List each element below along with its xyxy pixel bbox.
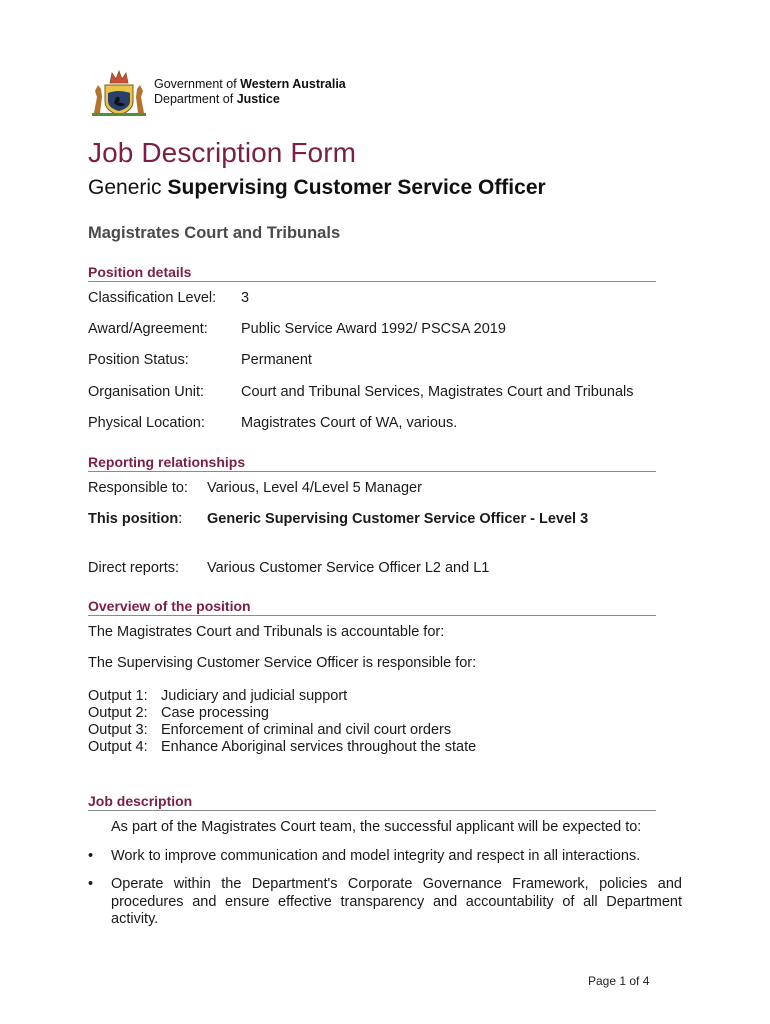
section-heading-job-description: Job description bbox=[88, 793, 656, 811]
bullet-icon: • bbox=[88, 876, 94, 892]
reporting-row-this-position bbox=[88, 511, 589, 527]
reporting-label: This position bbox=[88, 511, 179, 527]
page-number: Page 1 of 4 bbox=[588, 974, 650, 988]
job-description-intro: As part of the Magistrates Court team, the successful applicant will be expected to: bbox=[111, 819, 642, 835]
detail-value: Permanent bbox=[241, 352, 312, 368]
outputs-list bbox=[88, 688, 476, 756]
coat-of-arms-logo bbox=[88, 67, 150, 117]
reporting-value: Generic Supervising Customer Service Officer - Level 3 bbox=[207, 511, 589, 527]
bullet-text: Operate within the Department's Corporate Governance Framework, policies and procedures and ensure effective transparency and accountability of all Department activity. bbox=[111, 876, 682, 927]
output-key: Output 1: bbox=[88, 688, 148, 704]
list-item bbox=[88, 688, 476, 705]
subtitle-role: Supervising Customer Service Officer bbox=[167, 176, 546, 199]
document-title: Job Description Form bbox=[88, 137, 357, 168]
output-key: Output 2: bbox=[88, 705, 148, 721]
detail-value: Court and Tribunal Services, Magistrates Court and Tribunals bbox=[241, 384, 634, 400]
dept-name: Justice bbox=[236, 92, 280, 106]
reporting-row-responsible bbox=[88, 480, 422, 496]
output-key: Output 4: bbox=[88, 739, 148, 755]
bullet-text: Work to improve communication and model integrity and respect in all interactions. bbox=[111, 848, 641, 864]
output-text: Judiciary and judicial support bbox=[161, 688, 348, 704]
detail-value: Public Service Award 1992/ PSCSA 2019 bbox=[241, 321, 506, 337]
gov-prefix: Government of bbox=[154, 77, 241, 91]
detail-label: Classification Level: bbox=[88, 290, 217, 306]
detail-label: Organisation Unit: bbox=[88, 384, 205, 400]
section-heading-position-details: Position details bbox=[88, 264, 656, 282]
detail-row-location bbox=[88, 415, 458, 431]
detail-label: Physical Location: bbox=[88, 415, 205, 431]
bullet-icon: • bbox=[88, 848, 94, 864]
output-key: Output 3: bbox=[88, 722, 148, 738]
detail-label: Award/Agreement: bbox=[88, 321, 208, 337]
letterhead bbox=[88, 66, 346, 118]
reporting-row-direct-reports bbox=[88, 560, 490, 576]
list-item bbox=[88, 705, 476, 722]
section-heading-overview: Overview of the position bbox=[88, 598, 656, 616]
list-item bbox=[88, 739, 476, 756]
output-text: Enhance Aboriginal services throughout the state bbox=[161, 739, 477, 755]
detail-value: Magistrates Court of WA, various. bbox=[241, 415, 458, 431]
subtitle-generic: Generic bbox=[88, 176, 162, 199]
output-text: Case processing bbox=[161, 705, 269, 721]
detail-row-org-unit bbox=[88, 384, 634, 400]
reporting-value: Various Customer Service Officer L2 and L1 bbox=[207, 560, 490, 576]
output-text: Enforcement of criminal and civil court orders bbox=[161, 722, 452, 738]
gov-state: Western Australia bbox=[240, 77, 346, 91]
overview-line: The Magistrates Court and Tribunals is accountable for: bbox=[88, 624, 445, 640]
detail-value: 3 bbox=[241, 290, 250, 306]
document-subtitle bbox=[88, 176, 546, 200]
overview-line: The Supervising Customer Service Officer is responsible for: bbox=[88, 655, 477, 671]
reporting-colon: : bbox=[178, 511, 183, 527]
reporting-label: Direct reports: bbox=[88, 560, 180, 576]
detail-row-classification bbox=[88, 290, 250, 306]
detail-row-award bbox=[88, 321, 506, 337]
reporting-label: Responsible to: bbox=[88, 480, 188, 496]
court-heading: Magistrates Court and Tribunals bbox=[88, 224, 341, 242]
dept-prefix: Department of bbox=[154, 92, 237, 106]
reporting-value: Various, Level 4/Level 5 Manager bbox=[207, 480, 422, 496]
detail-row-status bbox=[88, 352, 312, 368]
section-heading-reporting: Reporting relationships bbox=[88, 454, 656, 472]
list-item bbox=[88, 722, 476, 739]
detail-label: Position Status: bbox=[88, 352, 189, 368]
